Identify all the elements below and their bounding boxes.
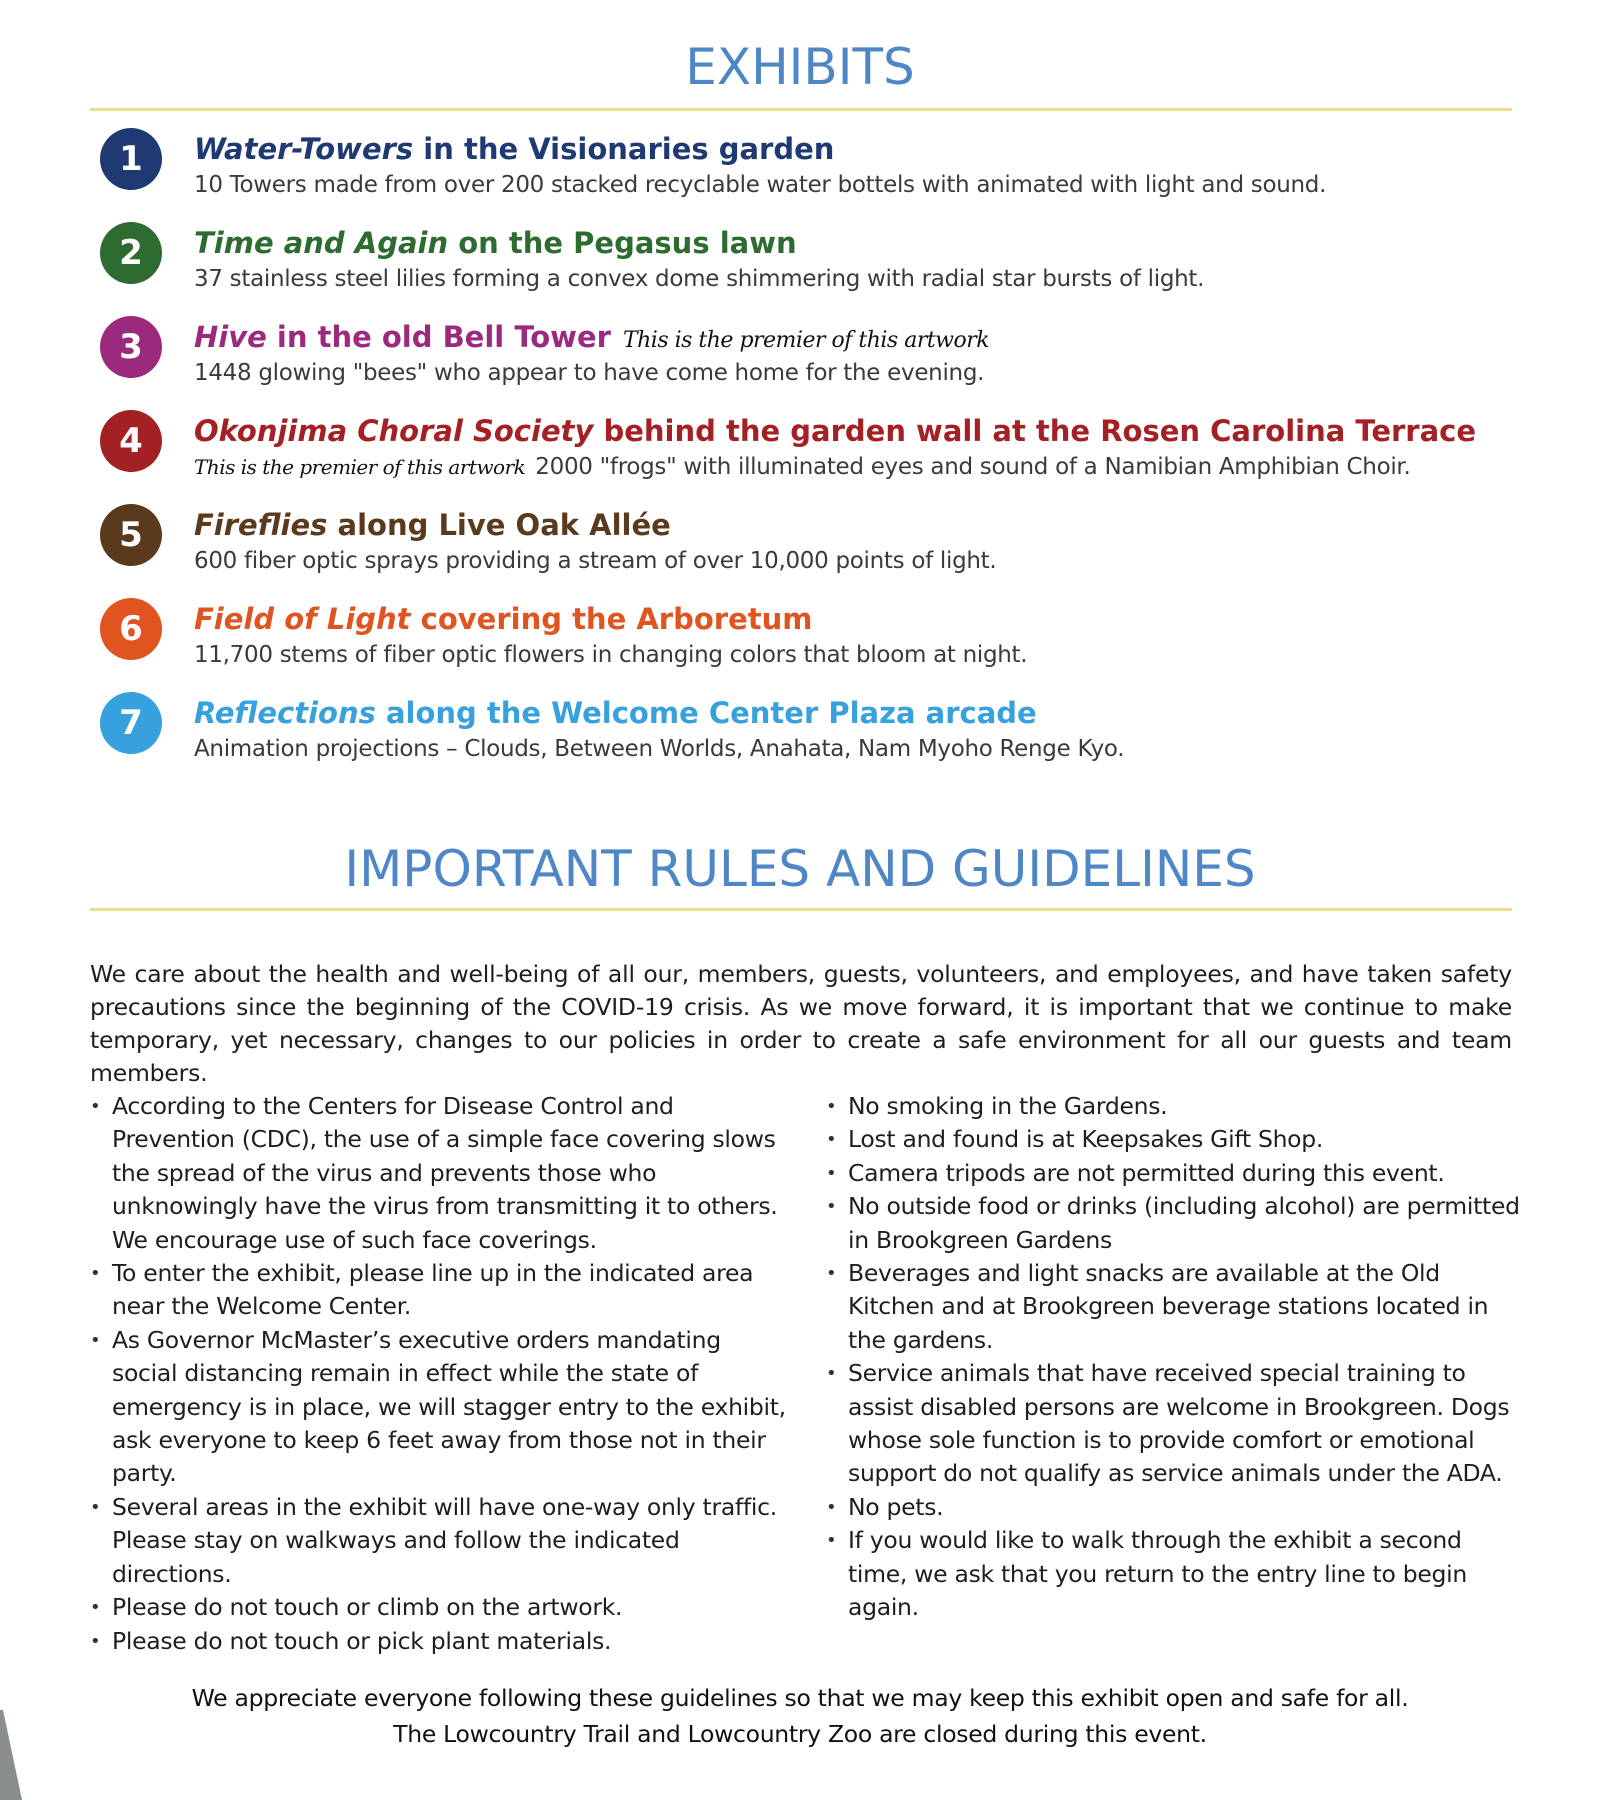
rule-text: No pets. (848, 1492, 944, 1521)
exhibit-title (194, 132, 834, 166)
rule-item (826, 1190, 1526, 1257)
rule-text: Several areas in the exhibit will have one-way only traffic. Please stay on walkways and follow the indicated directions. (112, 1492, 777, 1588)
exhibit-name: Reflections (194, 696, 376, 730)
exhibit-description (194, 360, 984, 386)
rule-text: To enter the exhibit, please line up in the indicated area near the Welcome Center. (112, 1259, 754, 1321)
exhibit-location: covering the Arboretum (410, 602, 813, 636)
decorative-corner-shape (0, 1700, 30, 1800)
exhibit-number-badge: 6 (100, 598, 162, 660)
exhibit-description (194, 642, 1027, 668)
exhibit-title (194, 320, 989, 354)
bullet-icon: • (826, 1129, 837, 1151)
bullet-icon: • (826, 1162, 837, 1184)
exhibit-description-text: 2000 "frogs" with illuminated eyes and sound of a Namibian Amphibian Choir. (535, 454, 1411, 480)
closing-note: The Lowcountry Trail and Lowcountry Zoo are closed during this event. (393, 1720, 1207, 1748)
rule-text: As Governor McMaster’s executive orders mandating social distancing remain in effect while the state of emergency is in place, we will stagger entry to the exhibit, ask everyone to keep 6 feet away from those not in their party. (112, 1325, 786, 1488)
premiere-note: This is the premier of this artwork (194, 455, 526, 479)
exhibit-description-text: 1448 glowing "bees" who appear to have come home for the evening. (194, 360, 985, 386)
closing-note: We appreciate everyone following these guidelines so that we may keep this exhibit open and safe for all. (191, 1684, 1409, 1712)
exhibit-description-text: Animation projections – Clouds, Between Worlds, Anahata, Nam Myoho Renge Kyo. (194, 736, 1125, 762)
exhibit-description (194, 454, 1411, 480)
bullet-icon: • (90, 1329, 101, 1351)
exhibit-location: along the Welcome Center Plaza arcade (375, 696, 1037, 730)
rule-item (90, 1090, 790, 1257)
exhibit-description (194, 548, 996, 574)
exhibit-name: Water-Towers (194, 132, 414, 166)
bullet-icon: • (826, 1096, 837, 1117)
rule-item (826, 1123, 1526, 1156)
exhibit-location: in the Visionaries garden (413, 132, 835, 166)
exhibit-name: Fireflies (194, 508, 328, 542)
rule-item (826, 1357, 1526, 1491)
heading-divider (90, 108, 1512, 111)
exhibit-description (194, 266, 1204, 292)
premiere-note: This is the premier of this artwork (622, 328, 990, 353)
bullet-icon: • (90, 1630, 101, 1652)
exhibit-description-text: 10 Towers made from over 200 stacked recyclable water bottels with animated with light and sound. (194, 172, 1327, 198)
exhibit-number-badge: 5 (100, 504, 162, 566)
bullet-icon: • (826, 1496, 837, 1518)
exhibits-heading: EXHIBITS (685, 38, 915, 96)
exhibit-name: Field of Light (194, 602, 411, 636)
rule-item (826, 1157, 1526, 1190)
exhibit-item (100, 222, 1550, 302)
rules-heading: IMPORTANT RULES AND GUIDELINES (344, 840, 1256, 898)
rules-list-left (90, 1090, 790, 1658)
rule-text: Please do not touch or climb on the artwork. (112, 1593, 623, 1622)
rule-text: Lost and found is at Keepsakes Gift Shop. (848, 1125, 1324, 1154)
exhibit-number-badge: 2 (100, 222, 162, 284)
exhibit-item (100, 504, 1550, 584)
rule-text: No outside food or drinks (including alcohol) are permitted in Brookgreen Gardens (848, 1192, 1520, 1254)
bullet-icon: • (826, 1196, 837, 1218)
rule-text: Beverages and light snacks are available at the Old Kitchen and at Brookgreen beverage stations located in the gardens. (848, 1259, 1489, 1354)
rule-text: No smoking in the Gardens. (848, 1092, 1168, 1120)
rule-item (826, 1090, 1526, 1123)
exhibit-title (194, 602, 812, 636)
exhibit-description (194, 736, 1124, 762)
exhibit-location: along Live Oak Allée (327, 508, 671, 542)
bullet-icon: • (826, 1363, 837, 1385)
rule-text: Please do not touch or pick plant materials. (112, 1626, 612, 1655)
exhibit-item (100, 410, 1550, 490)
rule-item (90, 1591, 790, 1624)
exhibit-title (194, 414, 1476, 448)
bullet-icon: • (90, 1096, 101, 1117)
bullet-icon: • (90, 1263, 101, 1285)
exhibit-item (100, 316, 1550, 396)
exhibit-name: Hive (194, 320, 267, 354)
rule-item (826, 1524, 1526, 1624)
rule-item (90, 1257, 790, 1324)
exhibit-location: on the Pegasus lawn (448, 226, 797, 260)
rule-text: Service animals that have received special training to assist disabled persons are welcome in Brookgreen. Dogs whose sole function is to provide comfort or emotional support do not qualify as service animals under the ADA. (848, 1359, 1510, 1488)
exhibit-description-text: 37 stainless steel lilies forming a convex dome shimmering with radial star bursts of light. (194, 266, 1205, 292)
exhibit-item (100, 598, 1550, 678)
exhibit-item (100, 128, 1550, 208)
rule-text: According to the Centers for Disease Control and Prevention (CDC), the use of a simple face covering slows the spread of the virus and prevents those who unknowingly have the virus from transmitting it to others. We encourage use of such face coverings. (112, 1092, 778, 1254)
rules-list-right (826, 1090, 1526, 1625)
rule-item (90, 1625, 790, 1658)
exhibit-description-text: 600 fiber optic sprays providing a stream of over 10,000 points of light. (194, 548, 997, 574)
bullet-icon: • (90, 1496, 101, 1518)
rule-text: If you would like to walk through the exhibit a second time, we ask that you return to the entry line to begin again. (848, 1526, 1467, 1622)
exhibit-number-badge: 7 (100, 692, 162, 754)
exhibit-location: in the old Bell Tower (266, 320, 611, 354)
bullet-icon: • (826, 1263, 837, 1285)
exhibit-name: Time and Again (194, 226, 449, 260)
exhibit-number-badge: 1 (100, 128, 162, 190)
exhibit-title (194, 696, 1037, 730)
exhibit-location: behind the garden wall at the Rosen Carolina Terrace (593, 414, 1477, 448)
rule-text: Camera tripods are not permitted during this event. (848, 1158, 1445, 1187)
rule-item (826, 1491, 1526, 1524)
exhibit-description-text: 11,700 stems of fiber optic flowers in changing colors that bloom at night. (194, 642, 1028, 668)
exhibit-title (194, 508, 671, 542)
exhibit-title (194, 226, 797, 260)
bullet-icon: • (826, 1530, 837, 1552)
heading-divider (90, 908, 1512, 911)
rules-intro-paragraph: We care about the health and well-being of all our, members, guests, volunteers, and employees, and have taken safety precautions since the beginning of the COVID-19 crisis. As we move forward, it is important that we continue to make temporary, yet necessary, changes to our policies in order to create a safe environment for all our guests and team members. (90, 959, 1512, 1087)
bullet-icon: • (90, 1597, 101, 1619)
rule-item (90, 1491, 790, 1591)
exhibit-number-badge: 3 (100, 316, 162, 378)
rule-item (826, 1257, 1526, 1357)
exhibit-item (100, 692, 1550, 772)
rule-item (90, 1324, 790, 1491)
exhibit-name: Okonjima Choral Society (194, 414, 594, 448)
exhibit-number-badge: 4 (100, 410, 162, 472)
exhibit-description (194, 172, 1326, 198)
